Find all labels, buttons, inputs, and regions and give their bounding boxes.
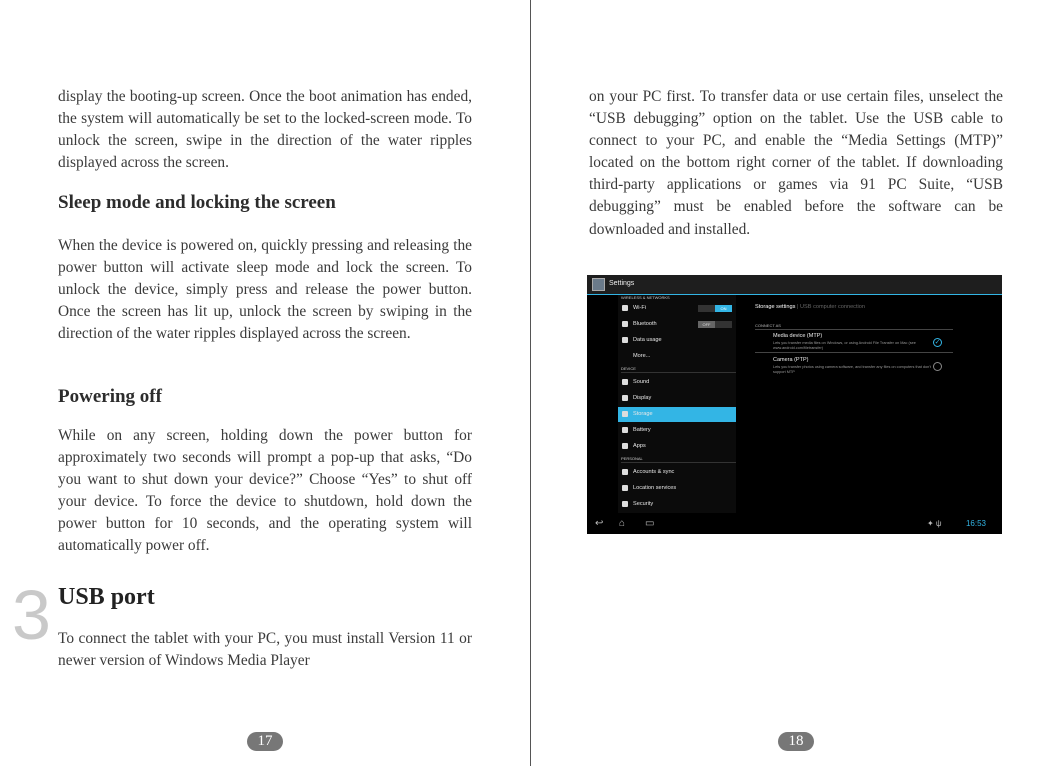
power-block <box>58 425 472 558</box>
menu-item-bluetooth[interactable] <box>618 317 736 332</box>
menu-label: Storage <box>633 411 653 417</box>
wireless-header: WIRELESS & NETWORKS <box>621 295 670 300</box>
section-rule <box>621 372 736 373</box>
sync-icon <box>622 469 628 475</box>
bluetooth-icon <box>622 321 628 327</box>
right-text-block <box>589 86 1003 241</box>
home-icon[interactable]: ⌂ <box>619 518 626 529</box>
connect-as-header: CONNECT AS <box>755 323 781 328</box>
android-settings-screenshot <box>587 275 1002 534</box>
option-ptp-title: Camera (PTP) <box>773 357 809 363</box>
system-nav-bar <box>587 513 1002 534</box>
menu-item-apps[interactable] <box>618 439 736 454</box>
menu-item-battery[interactable] <box>618 423 736 438</box>
page-number-left: 17 <box>247 732 283 751</box>
sleep-heading: Sleep mode and locking the screen <box>58 192 336 213</box>
menu-label: Security <box>633 501 654 507</box>
usb-paragraph: To connect the tablet with your PC, you must install Version 11 or newer version of Windows Media Player <box>58 630 472 670</box>
menu-item-display[interactable] <box>618 391 736 406</box>
sound-icon <box>622 379 628 385</box>
page-divider <box>530 0 531 766</box>
section-rule <box>621 462 736 463</box>
display-icon <box>622 395 628 401</box>
menu-label: Sound <box>633 379 650 385</box>
wifi-toggle[interactable] <box>698 305 732 312</box>
storage-icon <box>622 411 628 417</box>
menu-label: Wi-Fi <box>633 305 647 311</box>
app-title: Settings <box>609 280 635 287</box>
apps-icon <box>622 443 628 449</box>
menu-item-more[interactable] <box>618 349 736 364</box>
battery-icon <box>622 427 628 433</box>
menu-label: Battery <box>633 427 651 433</box>
toggle-on: ON <box>715 305 732 312</box>
wifi-icon <box>622 305 628 311</box>
option-mtp-title: Media device (MTP) <box>773 333 823 339</box>
option-ptp-desc: Lets you transfer photos using camera software, and transfer any files on computers that don't support MTP <box>773 365 931 374</box>
bluetooth-toggle[interactable] <box>698 321 732 328</box>
menu-label: Accounts & sync <box>633 469 675 475</box>
menu-label: Apps <box>633 443 646 449</box>
menu-item-accounts[interactable] <box>618 465 736 480</box>
personal-header: PERSONAL <box>621 456 643 461</box>
power-paragraph: While on any screen, holding down the power button for approximately two seconds will prompt a pop-up that asks, “Do you want to shut down your device?” Choose “Yes” to shut off your device. To force the device to shutdown, hold down the power button for 10 seconds, and the operating system will automatically power off. <box>58 427 472 555</box>
menu-label: More... <box>633 353 651 359</box>
tab-separator: | <box>797 304 801 310</box>
option-mtp-desc: Lets you transfer media files on Windows, or using Android File Transfer on Mac (see www.android.com/filetransfer) <box>773 341 916 350</box>
menu-item-sound[interactable] <box>618 375 736 390</box>
device-header: DEVICE <box>621 366 636 371</box>
lock-icon <box>622 501 628 507</box>
menu-label: Data usage <box>633 337 662 343</box>
menu-label: Bluetooth <box>633 321 657 327</box>
usb-heading: USB port <box>58 584 155 610</box>
sleep-block <box>58 235 472 345</box>
settings-app-icon <box>592 278 605 291</box>
back-icon[interactable]: ↩ <box>595 518 604 529</box>
status-icons: ✦ ψ <box>927 519 942 528</box>
storage-pane <box>747 295 997 513</box>
tab-usb-connection[interactable]: USB computer connection <box>800 304 865 310</box>
status-clock: 16:53 <box>965 519 986 528</box>
page-number-right: 18 <box>778 732 814 751</box>
menu-item-security[interactable] <box>618 497 736 512</box>
menu-label: Location services <box>633 485 677 491</box>
option-mtp[interactable] <box>773 333 933 351</box>
section-number: 3 <box>12 576 51 654</box>
sleep-paragraph: When the device is powered on, quickly pressing and releasing the power button will activate sleep mode and lock the screen. To unlock the device, simply press and release the power button. Once the screen has lit up, unlock the screen by swiping in the direction of the water ripples displayed across the screen. <box>58 237 472 343</box>
usb-block <box>58 628 472 672</box>
menu-item-wifi[interactable] <box>618 301 736 316</box>
menu-item-data-usage[interactable] <box>618 333 736 348</box>
data-usage-icon <box>622 337 628 343</box>
power-heading: Powering off <box>58 386 162 407</box>
recent-apps-icon[interactable]: ▭ <box>645 518 655 529</box>
intro-paragraph: display the booting-up screen. Once the boot animation has ended, the system will automatically be set to the locked-screen mode. To unlock the screen, swipe in the direction of the water ripples displayed across the screen. <box>58 88 472 172</box>
toggle-off: OFF <box>698 321 715 328</box>
tab-storage-settings[interactable]: Storage settings <box>755 304 796 310</box>
settings-menu <box>618 295 736 513</box>
storage-tabs <box>755 304 865 310</box>
menu-item-location[interactable] <box>618 481 736 496</box>
left-intro-block <box>58 86 472 174</box>
menu-item-storage[interactable] <box>618 407 736 422</box>
location-icon <box>622 485 628 491</box>
right-paragraph: on your PC first. To transfer data or use certain files, unselect the “USB debugging” option on the tablet. Use the USB cable to connect to your PC, and enable the “Media Settings (MTP)” located on the bottom right corner of the tablet. If downloading third-party applications or games via 91 PC Suite, “USB debugging” must be enabled before the software can be downloaded and installed. <box>589 88 1003 238</box>
action-bar <box>587 275 1002 295</box>
option-line <box>755 352 953 353</box>
option-ptp[interactable] <box>773 357 933 375</box>
ptp-check-icon[interactable] <box>933 362 942 371</box>
mtp-check-icon[interactable]: ✓ <box>934 339 941 346</box>
menu-label: Display <box>633 395 652 401</box>
section-line <box>755 329 953 330</box>
